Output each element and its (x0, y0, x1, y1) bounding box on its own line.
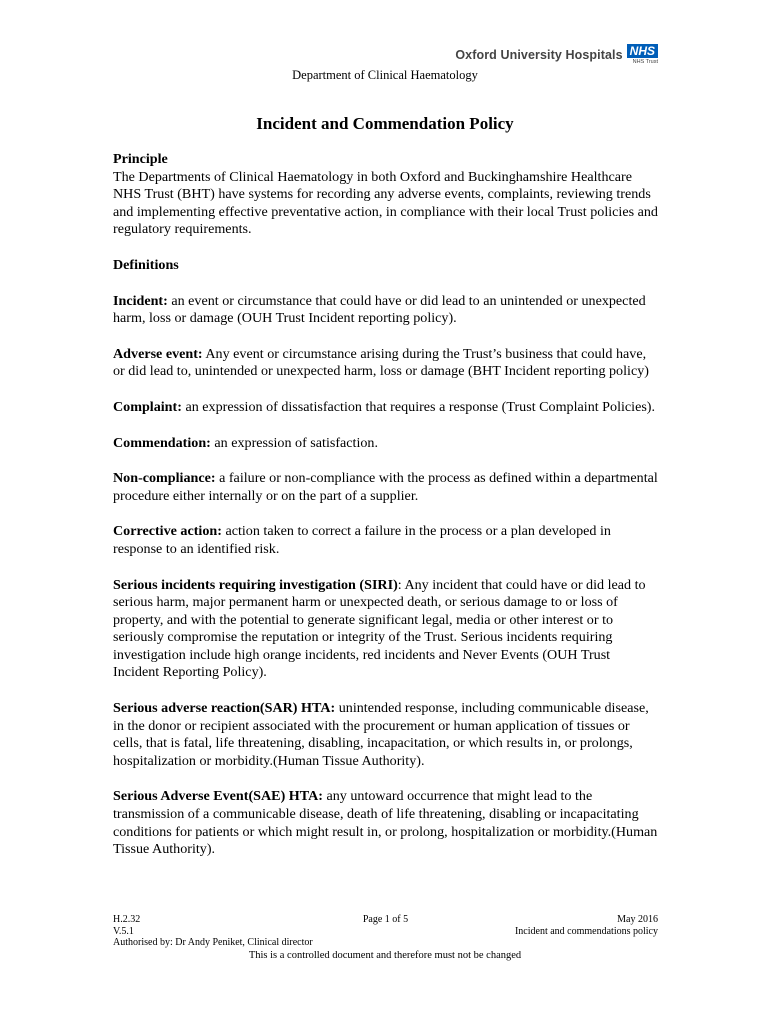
definition-commendation (113, 435, 658, 453)
definition-term: Incident: (113, 292, 168, 309)
definition-text: an event or circumstance that could have or did lead to an unintended or unexpected harm, loss or damage (OUH Trust Incident reporting policy). (113, 292, 646, 327)
definitions-heading: Definitions (113, 256, 179, 273)
definition-text: an expression of dissatisfaction that requires a response (Trust Complaint Policies). (181, 398, 656, 415)
principle-text: The Departments of Clinical Haematology in both Oxford and Buckinghamshire Healthcare NHS Trust (BHT) have systems for recording any adverse events, complaints, reviewing trends and implementing effective preventative action, in compliance with their local Trust policies and regulatory requirements. (113, 168, 658, 238)
page-footer (113, 914, 658, 949)
definition-term: Corrective action: (113, 523, 222, 540)
definition-sae-hta (113, 788, 658, 858)
definition-complaint (113, 399, 658, 417)
definition-siri (113, 577, 658, 683)
footer-date: May 2016 (617, 914, 658, 925)
oxford-university-hospitals-logo (455, 44, 658, 65)
footer-row-1 (113, 914, 658, 926)
definitions-heading-block (113, 257, 658, 275)
definition-text: an expression of satisfaction. (210, 434, 378, 451)
footer-row-2 (113, 926, 658, 938)
definition-term: Serious Adverse Event(SAE) HTA: (113, 788, 323, 805)
footer-page-number: Page 1 of 5 (362, 914, 409, 925)
principle-section (113, 151, 658, 239)
definition-sar-hta (113, 700, 658, 770)
department-header: Department of Clinical Haematology (292, 68, 478, 82)
nhs-trust-label: NHS Trust (632, 59, 658, 65)
definition-text: unintended response, including communicable disease, in the donor or recipient associated with the procurement or human application of tissues or cells, that is fatal, life threatening, disabling, incapacitation, or which results in, or prolongs, hospitalization or morbidity.(Human Tissue Authority). (113, 700, 649, 769)
definition-term: Serious incidents requiring investigation (SIRI) (113, 576, 398, 593)
footer-doc-id: H.2.32 (113, 914, 141, 925)
definition-text: Any event or circumstance arising during the Trust’s business that could have, or did lead to, unintended or unexpected harm, loss or damage (BHT Incident reporting policy) (113, 345, 649, 380)
definition-term: Complaint: (113, 398, 182, 415)
definition-text: any untoward occurrence that might lead to the transmission of a communicable disease, death of life threatening, disabling or incapacitating conditions for patients or which might result in, or prolong, hospitalization or morbidity.(Human Tissue Authority). (113, 788, 658, 858)
footer-doc-title: Incident and commendations policy (514, 925, 658, 937)
definition-term: Adverse event: (113, 345, 203, 362)
principle-heading: Principle (113, 151, 168, 167)
nhs-logo (627, 44, 658, 65)
document-title: Incident and Commendation Policy (256, 114, 514, 133)
document-body (113, 151, 658, 859)
definition-adverse-event (113, 346, 658, 381)
definition-term: Commendation: (113, 434, 211, 451)
definition-text: a failure or non-compliance with the process as defined within a departmental procedure either internally or on the part of a supplier. (113, 470, 658, 504)
footer-version: V.5.1 (113, 925, 134, 937)
definition-incident (113, 293, 658, 328)
definition-corrective-action (113, 523, 658, 558)
definition-text: : Any incident that could have or did lead to serious harm, major permanent harm or unexpected death, or serious damage to or loss of property, and with the potential to generate significant legal, media or other interest or to seriously compromise the reputation or integrity of the Trust. Serious incidents requiring investigation include high orange incidents, red incidents and Never Events (OUH Trust Incident Reporting Policy). (113, 576, 646, 681)
definition-term: Non-compliance: (113, 470, 216, 487)
footer-authorised-by: Authorised by: Dr Andy Peniket, Clinical director (113, 937, 313, 948)
nhs-badge: NHS (627, 44, 658, 58)
logo-org-name: Oxford University Hospitals (455, 47, 623, 62)
controlled-document-notice: This is a controlled document and therefore must not be changed (248, 950, 522, 961)
definition-term: Serious adverse reaction(SAR) HTA: (113, 700, 336, 717)
definition-non-compliance (113, 470, 658, 505)
definition-text: action taken to correct a failure in the process or a plan developed in response to an identified risk. (113, 523, 611, 557)
